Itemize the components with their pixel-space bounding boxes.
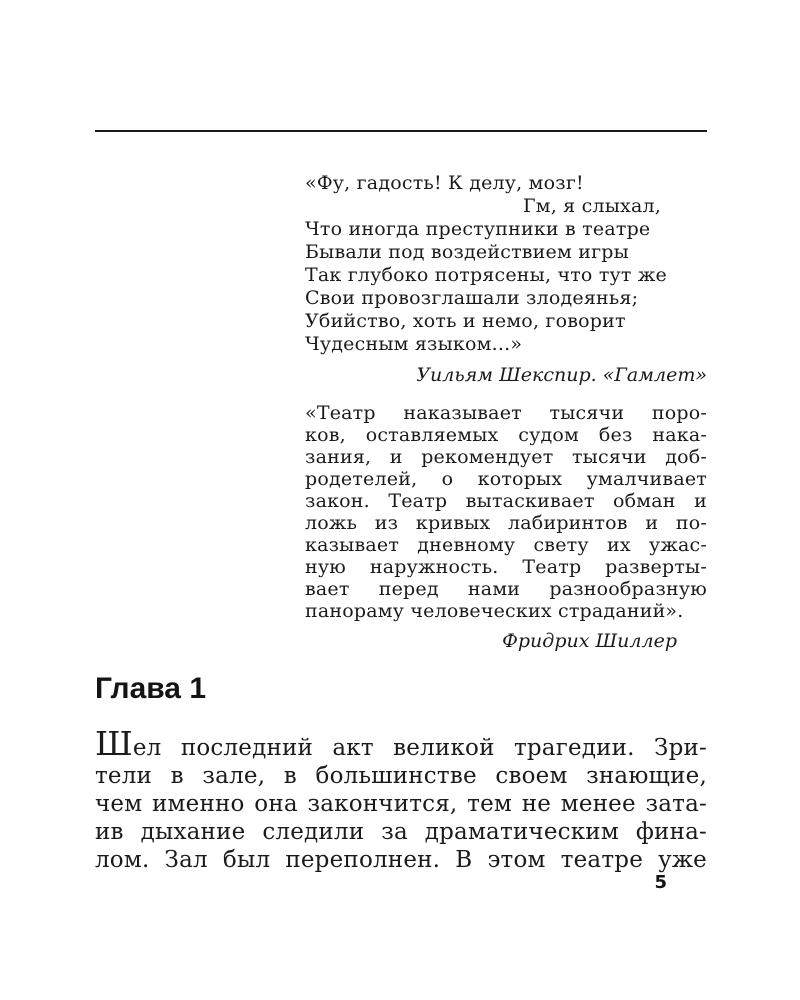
epigraph-line: вает перед нами разнообразную (305, 578, 707, 600)
body-line: лом. Зал был переполнен. В этом театре уже (95, 847, 707, 873)
epigraph-attribution-schiller: Фридрих Шиллер (502, 630, 677, 652)
epigraph-line: зания, и рекомендует тысячи доб- (305, 446, 707, 468)
poem-line: Чудесным языком...» (305, 333, 523, 355)
poem-line: Так глубоко потрясены, что тут же (305, 264, 667, 286)
epigraph-section (305, 172, 707, 652)
epigraph-line: ложь из кривых лабиринтов и по- (305, 512, 707, 534)
body-line: тели в зале, в большинстве своем знающие, (95, 763, 707, 789)
chapter-title: Глава 1 (95, 672, 207, 705)
poem-line: Гм, я слыхал, (522, 195, 661, 217)
epigraph-schiller (305, 402, 707, 622)
body-line: ив дыхание следили за драматическим фина- (95, 819, 707, 845)
poem-line: Бывали под воздействием игры (305, 241, 629, 263)
body-paragraph (95, 724, 707, 874)
poem-line: Свои провозглашали злодеянья; (305, 287, 639, 309)
top-rule (95, 130, 707, 132)
epigraph-line: родетелей, о которых умалчивает (305, 468, 707, 490)
poem-line: Что иногда преступники в театре (305, 218, 651, 240)
epigraph-line: «Театр наказывает тысячи поро- (305, 402, 707, 424)
epigraph-line: ков, оставляемых судом без нака- (305, 424, 707, 446)
page-number: 5 (654, 872, 667, 893)
body-line: чем именно она закончится, тем не менее зата- (95, 791, 707, 817)
epigraph-line: казывает дневному свету их ужас- (305, 534, 707, 556)
epigraph-line: ную наружность. Театр разверты- (305, 556, 707, 578)
body-line: Шел последний акт великой трагедии. Зри- (95, 724, 707, 763)
epigraph-shakespeare (305, 172, 707, 356)
epigraph-line: закон. Театр вытаскивает обман и (305, 490, 707, 512)
poem-line: «Фу, гадость! К делу, мозг! (305, 172, 584, 194)
epigraph-line: панораму человеческих страданий». (305, 600, 684, 622)
epigraph-attribution-shakespeare: Уильям Шекспир. «Гамлет» (416, 364, 707, 386)
poem-line: Убийство, хоть и немо, говорит (305, 310, 626, 332)
